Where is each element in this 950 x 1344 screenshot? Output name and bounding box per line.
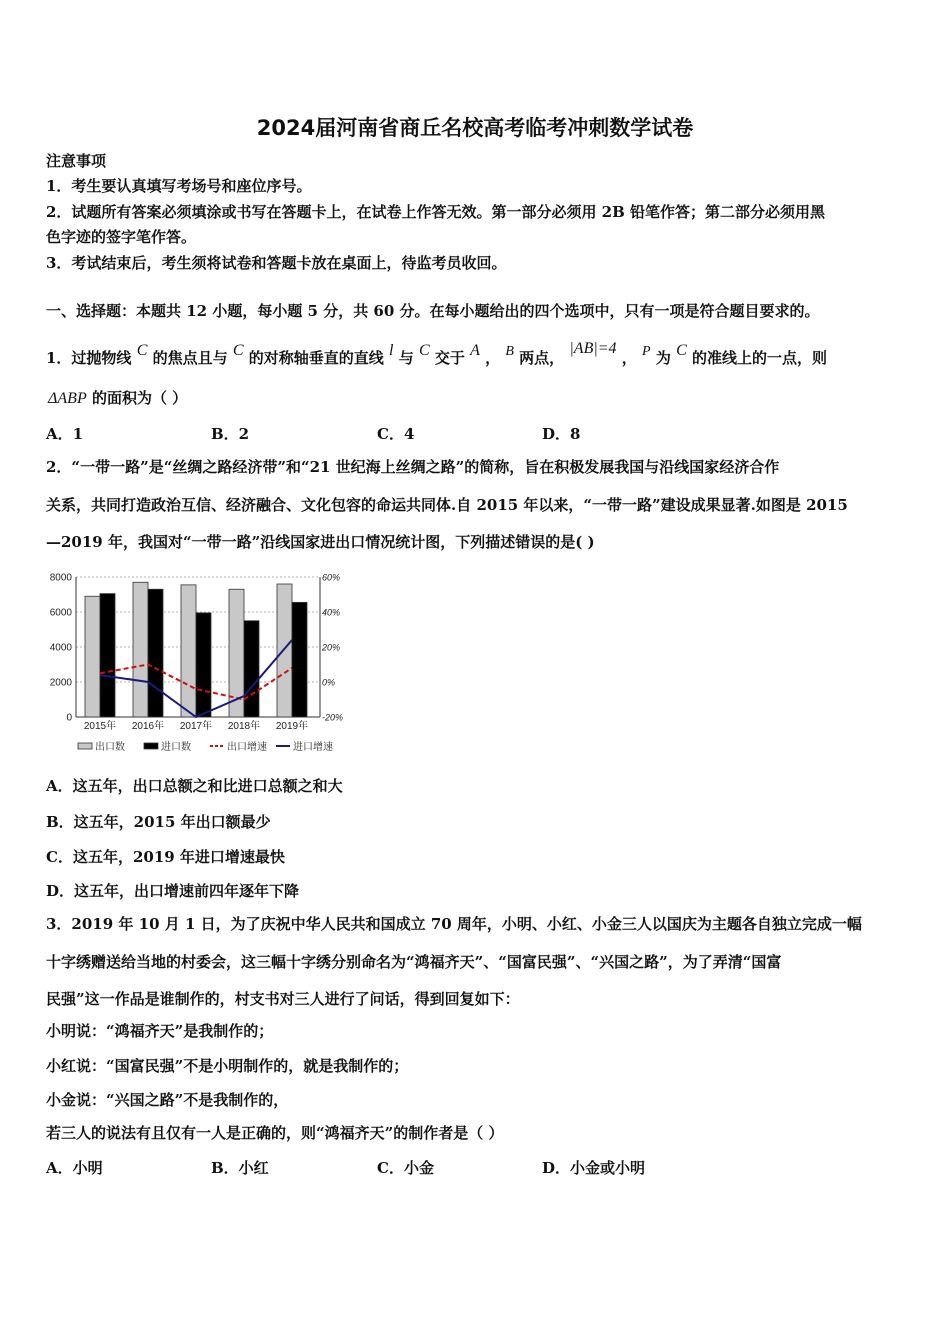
q1-math-c: C [418, 342, 430, 359]
q1-math-b: B [505, 344, 514, 359]
section-heading: 一、选择题：本题共 12 小题，每小题 5 分，共 60 分。在每小题给出的四个选项中，只有一项是符合题目要求的。 [46, 302, 820, 320]
bar-进口数 [100, 594, 115, 717]
y-left-tick-label: 6000 [49, 607, 72, 619]
question-1-stem-cont [48, 388, 187, 409]
bar-进口数 [244, 621, 259, 717]
y-right-tick-label: 40% [322, 607, 341, 618]
question-3-stem-line: 3．2019 年 10 月 1 日，为了庆祝中华人民共和国成立 70 周年，小明、小红、小金三人以国庆为主题各自独立完成一幅 [46, 915, 862, 933]
bar-进口数 [196, 613, 211, 717]
q1-text: 的面积为（ ） [91, 389, 188, 407]
x-tick-label: 2015年 [83, 721, 117, 732]
q1-math-triangle: ΔABP [48, 390, 87, 407]
q2-option-a: A．这五年，出口总额之和比进口总额之和大 [46, 777, 343, 795]
chart-legend [78, 740, 333, 753]
bar-进口数 [148, 589, 163, 717]
bar-出口数 [133, 582, 148, 717]
y-right-tick-label: 0% [322, 677, 336, 688]
bar-进口数 [292, 602, 307, 717]
q1-math-p: P [642, 344, 651, 359]
q1-option-b: B．2 [211, 425, 250, 443]
q3-option-a: A．小明 [46, 1159, 103, 1177]
q1-math-c: C [232, 342, 244, 359]
y-left-tick-label: 8000 [49, 572, 72, 584]
legend-swatch [78, 743, 92, 749]
legend-label: 出口增速 [227, 742, 267, 753]
question-3-stem-line: 民强”这一作品是谁制作的，村支书对三人进行了问话，得到回复如下： [46, 990, 520, 1008]
q1-text: 交于 [434, 349, 465, 367]
notice-item-1: 1．考生要认真填写考场号和座位序号。 [46, 177, 312, 195]
q3-option-d: D．小金或小明 [542, 1159, 646, 1177]
q1-option-a: A．1 [46, 425, 84, 443]
y-right-tick-label: 20% [322, 642, 341, 653]
question-2-stem-line: 关系，共同打造政治互信、经济融合、文化包容的命运共同体.自 2015 年以来，“一带一路”建设成果显著.如图是 2015 [46, 496, 848, 514]
q1-text: 的焦点且与 [152, 349, 228, 367]
q1-text: 的准线上的一点，则 [691, 349, 827, 367]
question-2-stem-line: —2019 年，我国对“一带一路”沿线国家进出口情况统计图，下列描述错误的是( ) [46, 533, 595, 551]
q1-math-a: A [470, 342, 480, 359]
legend-label: 出口数 [95, 742, 125, 753]
exam-title: 2024届河南省商丘名校高考临考冲刺数学试卷 [256, 116, 694, 140]
x-tick-label: 2018年 [227, 721, 261, 732]
q1-math-c: C [136, 342, 148, 359]
q2-option-b: B．这五年，2015 年出口额最少 [46, 813, 271, 831]
q1-text: 与 [398, 349, 414, 367]
y-right-tick-label: 60% [322, 572, 341, 583]
q1-option-d: D．8 [542, 425, 581, 443]
q1-text: ， [621, 349, 637, 367]
q1-text: 的对称轴垂直的直线 [248, 349, 384, 367]
x-tick-label: 2017年 [179, 721, 213, 732]
x-tick-label: 2019年 [275, 721, 309, 732]
q3-option-b: B．小红 [211, 1159, 269, 1177]
chart-bars [85, 582, 307, 717]
legend-swatch [144, 743, 158, 749]
question-1-stem [46, 339, 827, 368]
q1-text: 1．过抛物线 [46, 349, 132, 367]
notice-heading: 注意事项 [46, 152, 107, 170]
q1-text: ， [485, 349, 501, 367]
legend-label: 进口数 [161, 742, 191, 753]
y-left-tick-label: 0 [66, 712, 72, 724]
bar-出口数 [85, 596, 100, 717]
x-tick-label: 2016年 [131, 721, 165, 732]
question-3-statement: 小红说：“国富民强”不是小明制作的，就是我制作的； [46, 1057, 409, 1075]
notice-item-2-cont: 色字迹的签字笔作答。 [46, 228, 197, 246]
q1-math-l: l [389, 342, 394, 359]
q1-math-c: C [676, 342, 687, 359]
q2-option-c: C．这五年，2019 年进口增速最快 [46, 848, 285, 866]
notice-item-3: 3．考试结束后，考生须将试卷和答题卡放在桌面上，待监考员收回。 [46, 254, 507, 272]
question-3-question: 若三人的说法有且仅有一人是正确的，则“鸿福齐天”的制作者是（ ） [46, 1124, 504, 1142]
trade-chart [40, 566, 350, 760]
question-3-statement: 小明说：“鸿福齐天”是我制作的； [46, 1022, 274, 1040]
question-3-statement: 小金说：“兴国之路”不是我制作的， [46, 1091, 289, 1109]
y-right-tick-label: -20% [322, 712, 344, 723]
bar-出口数 [277, 584, 292, 717]
q1-option-c: C．4 [377, 425, 415, 443]
question-3-stem-line: 十字绣赠送给当地的村委会，这三幅十字绣分别命名为“鸿福齐天”、“国富民强”、“兴国之路”，为了弄清“国富 [46, 953, 782, 971]
q1-math-ab-length: |AB|=4 [569, 340, 617, 357]
bar-出口数 [181, 585, 196, 717]
q1-text: 为 [655, 349, 671, 367]
y-left-tick-label: 2000 [49, 677, 72, 689]
question-2-stem-line: 2．“一带一路”是“丝绸之路经济带”和“21 世纪海上丝绸之路”的简称，旨在积极发展我国与沿线国家经济合作 [46, 458, 780, 476]
legend-label: 进口增速 [293, 742, 333, 753]
y-left-tick-label: 4000 [49, 642, 72, 654]
q2-option-d: D．这五年，出口增速前四年逐年下降 [46, 882, 300, 900]
q3-option-c: C．小金 [377, 1159, 434, 1177]
q1-text: 两点， [519, 349, 565, 367]
notice-item-2: 2．试题所有答案必须填涂或书写在答题卡上，在试卷上作答无效。第一部分必须用 2B 铅笔作答；第二部分必须用黑 [46, 203, 826, 221]
